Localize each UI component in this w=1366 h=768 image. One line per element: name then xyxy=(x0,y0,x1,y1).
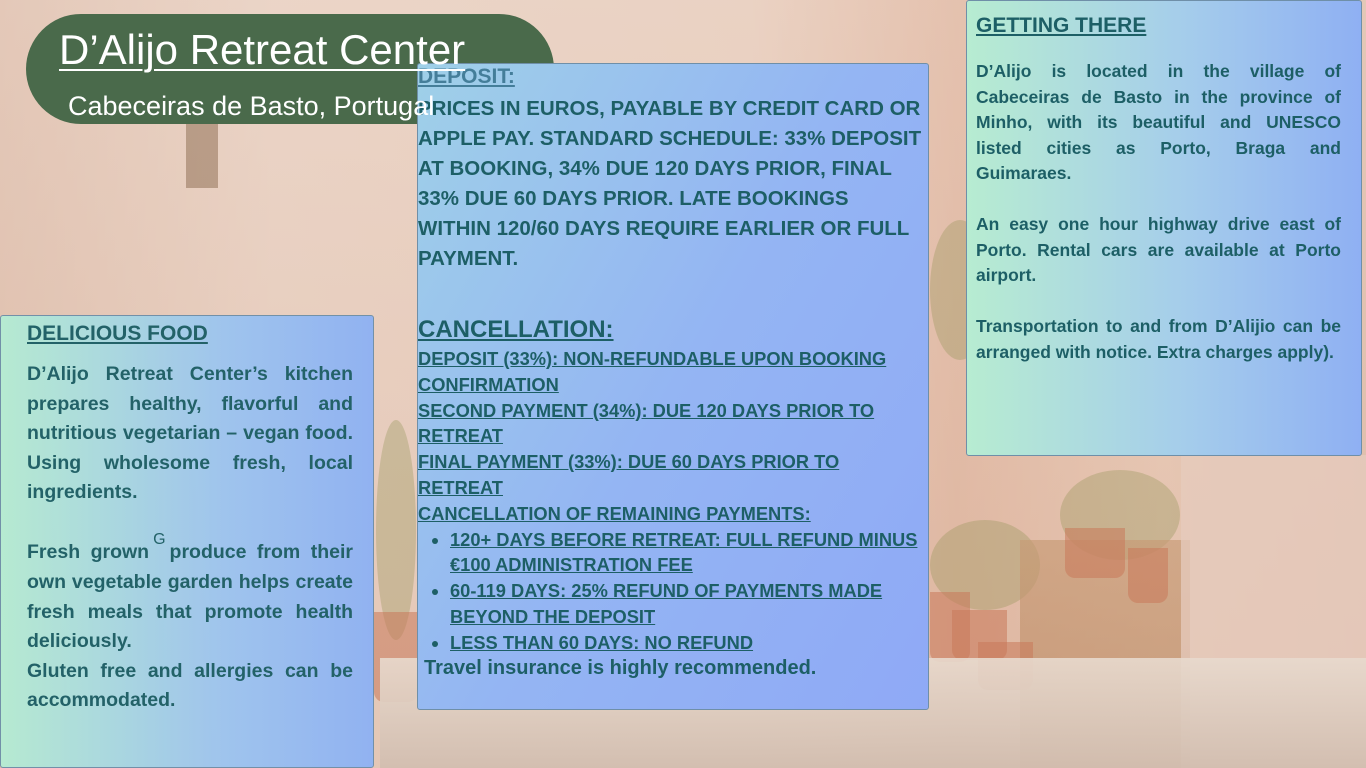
getting-there-heading: GETTING THERE xyxy=(976,14,1147,37)
cancellation-item: CANCELLATION OF REMAINING PAYMENTS: xyxy=(418,502,811,524)
food-text xyxy=(27,360,353,716)
page-subtitle: Cabeceiras de Basto, Portugal xyxy=(68,91,435,121)
page-title: D’Alijo Retreat Center xyxy=(59,26,466,73)
deposit-text: PRICES IN EUROS, PAYABLE BY CREDIT CARD OR APPLE PAY. STANDARD SCHEDULE: 33% DEPOSIT AT BOOKING, 34% DUE 120 DAYS PRIOR, FINAL 33% DUE 60 DAYS PRIOR. LATE BOOKINGS WITHIN 120/60 DAYS REQUIRE EARLIER OR FULL PAYMENT. xyxy=(418,97,922,270)
food-paragraph: D’Alijo Retreat Center’s kitchen prepares healthy, flavorful and nutritious vegetarian – vegan food. Using wholesome fresh, local ingredients. xyxy=(27,363,353,503)
food-produce-text: produce from their own vegetable garden helps create fresh meals that promote health deliciously. xyxy=(27,540,353,652)
payment-panel xyxy=(417,63,929,710)
deposit-heading: DEPOSIT: xyxy=(418,65,515,88)
cancellation-heading: CANCELLATION: xyxy=(418,316,614,343)
food-heading: DELICIOUS FOOD xyxy=(27,322,208,345)
getting-there-panel xyxy=(966,0,1362,456)
background-pot xyxy=(1065,528,1125,578)
getting-there-paragraph: An easy one hour highway drive east of Porto. Rental cars are available at Porto airport. xyxy=(976,214,1341,285)
refund-bullet: • 120+ DAYS BEFORE RETREAT: FULL REFUND MINUS €100 ADMINISTRATION FEE xyxy=(450,527,923,579)
background-plant xyxy=(376,420,416,640)
travel-insurance-note: Travel insurance is highly recommended. xyxy=(424,657,817,679)
stray-mark: G xyxy=(153,530,166,548)
cancellation-item: SECOND PAYMENT (34%): DUE 120 DAYS PRIOR TO RETREAT xyxy=(418,399,875,447)
background-pot xyxy=(1128,548,1168,603)
refund-bullet: • 60-119 DAYS: 25% REFUND OF PAYMENTS MADE BEYOND THE DEPOSIT xyxy=(450,578,923,630)
cancellation-list xyxy=(418,346,923,656)
refund-bullet: • LESS THAN 60 DAYS: NO REFUND xyxy=(450,630,923,656)
getting-there-paragraph: D’Alijo is located in the village of Cabeceiras de Basto in the province of Minho, with its beautiful and UNESCO listed cities as Porto, Braga and Guimaraes. xyxy=(976,61,1341,183)
cancellation-item: DEPOSIT (33%): NON-REFUNDABLE UPON BOOKING CONFIRMATION xyxy=(418,348,887,395)
food-panel xyxy=(0,315,374,768)
cancellation-item: FINAL PAYMENT (33%): DUE 60 DAYS PRIOR TO RETREAT xyxy=(418,451,840,498)
food-paragraph: Gluten free and allergies can be accommodated. xyxy=(27,659,353,711)
food-fresh-text: Fresh grown xyxy=(27,540,150,563)
getting-there-text xyxy=(976,59,1341,365)
getting-there-paragraph: Transportation to and from D’Alijio can be arranged with notice. Extra charges apply). xyxy=(976,316,1341,362)
refund-bullets xyxy=(418,527,923,656)
food-paragraph xyxy=(27,530,353,657)
background-pot xyxy=(930,592,970,662)
